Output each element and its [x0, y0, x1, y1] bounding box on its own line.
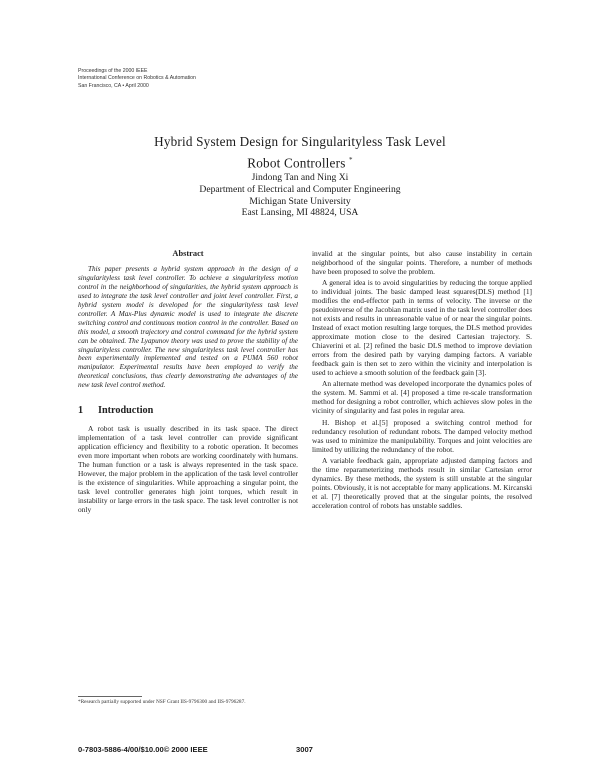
body-paragraph: A variable feedback gain, appropriate adjusted damping factors and the time reparameterizing methods result in similar Cartesian error dynamics. By these methods, the system is still unstable at the singular points. Obviously, it is not acceptable for many applications. M. Kircanski et al. [7] theoretically proved that at the singular points, the resolved acceleration control of robots has unstable saddles.	[312, 455, 532, 510]
author-block	[0, 172, 600, 219]
abstract-text: This paper presents a hybrid system approach in the design of a singularityless task level controller. To achieve a singularityless motion control in the neighborhood of singularities, the hybrid system approach is used to integrate the task level controller and joint level controller. First, a hybrid system model is developed for the singularityless task level controller. A Max-Plus dynamic model is used to integrate the discrete switching control and continuous motion control in the controller. Based on this model, a smooth trajectory and control command for the hybrid system can be obtained. The Lyapunov theory was used to prove the stability of the singularityless controller. The new singularityless task level controller has been experimentally implemented and tested on a PUMA 560 robot manipulator. Experimental results have been employed to verify the theoretical conclusions, thus clearly demonstrating the advantages of the new task level control method.	[78, 264, 298, 390]
section-title: Introduction	[98, 405, 154, 417]
body-paragraph: A general idea is to avoid singularities by reducing the torque applied to individual joints. The basic damped least squares(DLS) method [1] modifies the end-effector path in terms of velocity. The inverse or the pseudoinverse of the Jacobian matrix used in the task level controller does not exists and results in unreasonable value of or near the singular points. Instead of exact motion resulting large torques, the DLS method provides approximate motion close to the desired Cartesian trajectory. S. Chiaverini et al. [2] refined the basic DLS method to improve deviation errors from the desired path by varying damping factors. A variable feedback gain is then set to zero within the vicinity and interpolation is used to achieve a smooth solution of the feedback gain [3].	[312, 278, 532, 377]
proceedings-line: International Conference on Robotics & Automation	[78, 75, 196, 82]
section-heading	[78, 407, 298, 416]
proceedings-line: Proceedings of the 2000 IEEE	[78, 68, 148, 74]
proceedings-line: San Francisco, CA • April 2000	[78, 82, 149, 89]
title-line-2	[0, 151, 600, 172]
footnote	[78, 696, 298, 706]
proceedings-header	[78, 68, 278, 90]
abstract-heading: Abstract	[172, 249, 204, 258]
body-paragraph: invalid at the singular points, but also cause instability in certain neighborhood of the singular points. Therefore, a number of methods have been proposed to solve the problem.	[312, 249, 532, 276]
page-number: 3007	[296, 745, 313, 754]
left-column	[78, 250, 298, 517]
title-line-1: Hybrid System Design for Singularityless Task Level	[154, 134, 446, 149]
right-column	[312, 250, 532, 513]
footnote-text: *Research partially supported under NSF Grant IIS-9796300 and IIS-9796287.	[78, 699, 246, 705]
body-paragraph: H. Bishop et al.[5] proposed a switching control method for redundancy resolution of redundant robots. The damped velocity method was used to minimize the manipulability. Torques and joint velocities are limited by utilizing the redundancy of the robot.	[312, 417, 532, 454]
footer-isbn: 0-7803-5886-4/00/$10.00© 2000 IEEE	[78, 745, 208, 754]
title-footnote-mark: *	[349, 156, 353, 164]
author-department: Department of Electrical and Computer Engineering	[199, 183, 401, 195]
intro-paragraph: A robot task is usually described in its task space. The direct implementation of a task level controller can provide significant application efficiency and flexibility to a robotic operation. It becomes even more important when robots are working coordinately with humans. The human function or a task is always represented in the task space. However, the major problem in the application of the task level controller is the existence of singularities. While approaching a singular point, the task level controller generates high joint torques, which result in instability or large errors in the task space. The task level controller is not only	[78, 424, 298, 514]
author-names: Jindong Tan and Ning Xi	[251, 172, 349, 183]
body-paragraph: An alternate method was developed incorporate the dynamics poles of the system. M. Sammi et al. [4] proposed a time re-scale transformation method for designing a robot controller, which achieves slow poles in the vicinity of singularity and fast poles in regular area.	[312, 379, 532, 416]
author-university: Michigan State University	[249, 195, 351, 207]
section-number: 1	[78, 405, 84, 417]
paper-title	[0, 132, 600, 172]
footnote-rule	[78, 696, 142, 697]
title-line-2-text: Robot Controllers	[247, 155, 346, 171]
author-location: East Lansing, MI 48824, USA	[241, 207, 359, 219]
